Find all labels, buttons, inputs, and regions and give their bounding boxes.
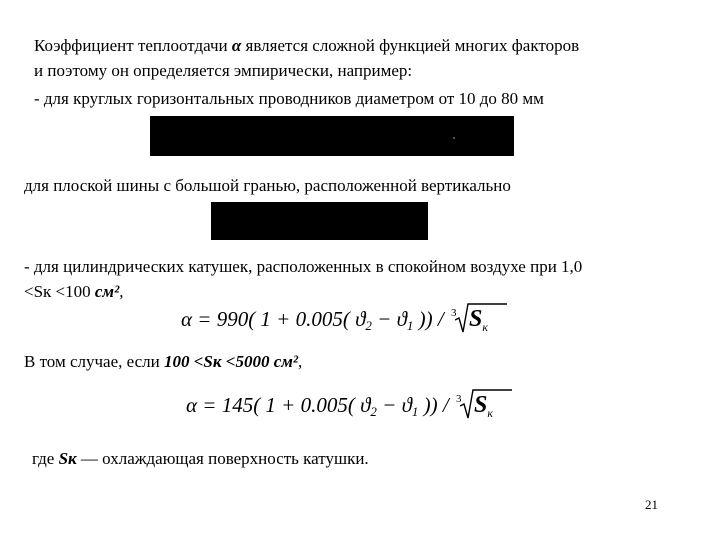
formula-lhs: α = 145( 1 + 0.005( ϑ xyxy=(186,393,371,417)
footnote xyxy=(32,449,369,469)
formula-redacted-block xyxy=(211,202,428,240)
redaction-artifact xyxy=(453,137,455,139)
item-flat-bus: для плоской шины с большой гранью, расположенной вертикально xyxy=(24,176,511,195)
footnote-symbol: Sк xyxy=(58,449,77,468)
formula-redacted-block xyxy=(150,116,514,156)
formula-rhs: )) / xyxy=(413,307,449,331)
subscript: 1 xyxy=(411,404,419,419)
radical-sign-icon xyxy=(455,302,507,334)
root-index: 3 xyxy=(450,307,457,319)
case-text: В том случае, если xyxy=(24,352,164,371)
item-coil-line-1: - для цилиндрических катушек, расположенных в спокойном воздухе при 1,0 xyxy=(24,257,583,276)
formula-mid: − ϑ xyxy=(376,393,412,417)
paragraph-line-1 xyxy=(34,36,579,56)
formula-rhs: )) / xyxy=(418,393,454,417)
footnote-text: где xyxy=(32,449,59,468)
footnote-text: — охлаждающая поверхность катушки. xyxy=(76,449,369,468)
coil-condition: <Sк <100 xyxy=(24,282,91,301)
punctuation: , xyxy=(119,282,124,301)
page-number: 21 xyxy=(645,497,658,512)
item-coil-line-2 xyxy=(24,282,123,302)
radical-sign-icon xyxy=(460,388,512,420)
paragraph-line-2: и поэтому он определяется эмпирически, например: xyxy=(34,61,413,80)
radicand: $S_к$ xyxy=(473,392,493,420)
formula-mid: − ϑ xyxy=(371,307,407,331)
formula-145 xyxy=(186,392,493,426)
alpha-symbol: α xyxy=(231,36,242,55)
subscript: 2 xyxy=(365,318,372,333)
subscript: 1 xyxy=(406,318,414,333)
unit-text: см² xyxy=(94,282,120,301)
item-round-conductors: - для круглых горизонтальных проводников диаметром от 10 до 80 мм xyxy=(34,89,544,108)
root-index: 3 xyxy=(455,393,462,405)
radicand: $S_к$ xyxy=(468,306,488,334)
formula-lhs: α = 990( 1 + 0.005( ϑ xyxy=(181,307,366,331)
case-condition-text xyxy=(24,352,302,372)
case-condition: 100 <Sк <5000 см² xyxy=(164,352,298,371)
punctuation: , xyxy=(297,352,303,371)
subscript: 2 xyxy=(370,404,377,419)
formula-990 xyxy=(181,306,488,340)
paragraph-text: Коэффициент теплоотдачи xyxy=(34,36,228,55)
paragraph-text: является сложной функцией многих факторов xyxy=(245,36,580,55)
cube-root xyxy=(455,392,493,426)
cube-root xyxy=(450,306,488,340)
